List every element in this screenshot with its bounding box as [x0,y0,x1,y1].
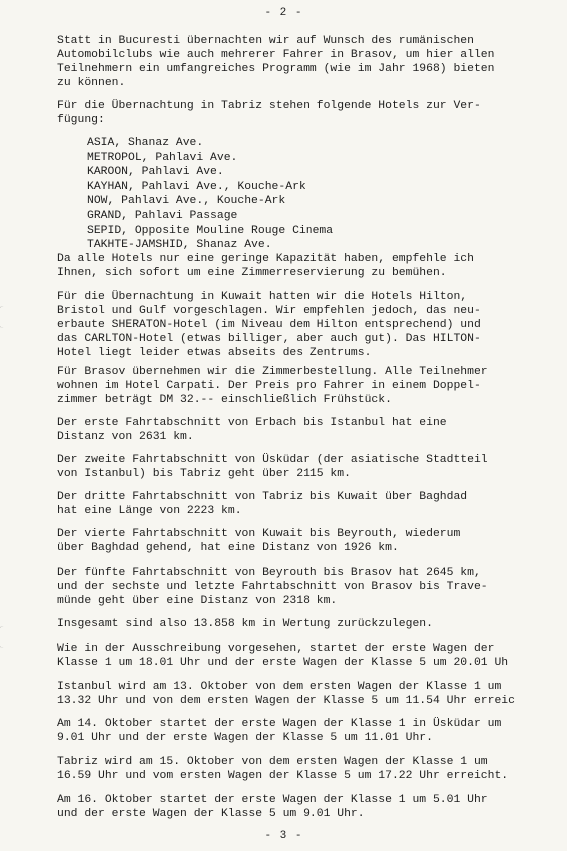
paragraph-total-distance: Insgesamt sind also 13.858 km in Wertung zurückzulegen. [57,618,433,630]
paragraph-tabriz-hotels-intro: Für die Übernachtung in Tabriz stehen folgende Hotels zur Ver- fügung: [57,100,481,126]
paragraph-uskudar-start: Am 14. Oktober startet der erste Wagen der Klasse 1 in Üsküdar um 9.01 Uhr und der erste Wagen der Klasse 5 um 11.01 Uhr. [57,718,502,744]
paragraph-reservation: Da alle Hotels nur eine geringe Kapazität haben, empfehle ich Ihnen, sich sofort um eine Zimmerreservierung zu bemühen. [57,253,474,279]
list-item: TAKHTE-JAMSHID, Shanaz Ave. [87,239,272,252]
paragraph-start-times: Wie in der Ausschreibung vorgesehen, startet der erste Wagen der Klasse 1 um 18.01 Uhr und der erste Wagen der Klasse 5 um 20.01 Uh [57,643,509,669]
list-item: METROPOL, Pahlavi Ave. [87,151,238,164]
paragraph-stage-1: Der erste Fahrtabschnitt von Erbach bis Istanbul hat eine Distanz von 2631 km. [57,417,447,443]
paragraph-kuwait-hotels: Für die Übernachtung in Kuwait hatten wir die Hotels Hilton, Bristol und Gulf vorgeschlagen. Wir empfehlen jedoch, das neu- erbaute SHERATON-Hotel (im Niveau dem Hilton entsprechend) und das CARLTON-Hotel (etwas billiger, aber auch gut). Das HILTON- Hotel liegt leider etwas abseits des Zentrums. [57,291,481,359]
paragraph-stage-5-6: Der fünfte Fahrtabschnitt von Beyrouth bis Brasov hat 2645 km, und der sechste und letzte Fahrtabschnitt von Brasov bis Trave- münde geht über eine Distanz von 2318 km. [57,567,488,607]
page-number-top: - 2 - [264,7,303,19]
list-item: GRAND, Pahlavi Passage [87,209,238,222]
list-item: KAYHAN, Pahlavi Ave., Kouche-Ark [87,180,306,193]
paragraph-stage-3: Der dritte Fahrtabschnitt von Tabriz bis Kuwait über Baghdad hat eine Länge von 2223 km. [57,491,468,517]
paragraph-stage-4: Der vierte Fahrtabschnitt von Kuwait bis Beyrouth, wiederum über Baghdad gehend, hat eine Distanz von 1926 km. [57,528,461,554]
paragraph-istanbul-arrival: Istanbul wird am 13. Oktober von dem ersten Wagen der Klasse 1 um 13.32 Uhr und von dem ersten Wagen der Klasse 5 um 11.54 Uhr erreic [57,681,515,707]
list-item: SEPID, Opposite Mouline Rouge Cinema [87,224,334,237]
paragraph-tabriz-arrival: Tabriz wird am 15. Oktober von dem ersten Wagen der Klasse 1 um 16.59 Uhr und vom ersten Wagen der Klasse 5 um 17.22 Uhr erreicht. [57,756,509,782]
list-item: ASIA, Shanaz Ave. [87,137,204,149]
paragraph-stage-2: Der zweite Fahrtabschnitt von Üsküdar (der asiatische Stadtteil von Istanbul) bis Tabriz geht über 2115 km. [57,454,488,480]
list-item: NOW, Pahlavi Ave., Kouche-Ark [87,195,286,208]
binder-hole-mark [0,306,11,328]
hotel-list [87,136,547,253]
paragraph-tabriz-start: Am 16. Oktober startet der erste Wagen der Klasse 1 um 5.01 Uhr und der erste Wagen der Klasse 5 um 9.01 Uhr. [57,794,488,820]
paragraph-brasov: Für Brasov übernehmen wir die Zimmerbestellung. Alle Teilnehmer wohnen im Hotel Carpati. Der Preis pro Fahrer in einem Doppel- zimmer beträgt DM 32.-- einschließlich Frühstück. [57,366,488,406]
list-item: KAROON, Pahlavi Ave. [87,166,224,179]
binder-hole-mark [0,626,11,648]
page-number-bottom: - 3 - [264,830,303,842]
paragraph-bucuresti: Statt in Bucuresti übernachten wir auf Wunsch des rumänischen Automobilclubs wie auch mehrerer Fahrer in Brasov, um hier allen Teilnehmern ein umfangreiches Programm (wie im Jahr 1968) bieten zu können. [57,35,495,89]
